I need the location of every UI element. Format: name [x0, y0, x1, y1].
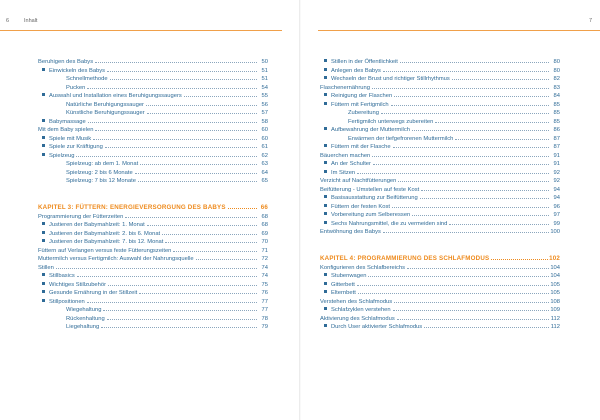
toc-entry-title: Spielzeug — [49, 152, 75, 159]
bullet-icon — [324, 324, 327, 327]
toc-entry-title: Füttern der festen Kost — [331, 203, 390, 210]
dot-leader — [87, 88, 257, 89]
toc-entry-title: Im Sitzen — [331, 169, 356, 176]
bullet-icon — [324, 68, 327, 71]
dot-leader — [435, 122, 549, 123]
bullet-icon — [324, 195, 327, 198]
toc-entry-page: 97 — [553, 212, 560, 218]
toc-entry — [38, 238, 268, 247]
toc-entry-title: Mit dem Baby spielen — [38, 127, 94, 133]
dot-leader — [173, 251, 257, 252]
toc-entry — [38, 315, 268, 324]
dot-leader — [398, 181, 549, 182]
toc-entry-title: Verzicht auf Nachtfütterungen — [320, 178, 397, 184]
dot-leader — [393, 310, 549, 311]
toc-entry-page: 85 — [553, 110, 560, 116]
bullet-icon — [42, 222, 45, 225]
toc-entry-title: Erwärmen der tiefgefrorenen Muttermilch — [348, 135, 454, 142]
toc-entry-page: 112 — [550, 324, 560, 330]
bullet-icon — [42, 282, 45, 285]
toc-entry-page: 87 — [553, 144, 560, 150]
toc-entry-title: Füttern mit der Flasche — [331, 144, 391, 150]
toc-entry-title: Zubereitung — [348, 110, 379, 116]
toc-entry-page: 76 — [261, 290, 268, 296]
toc-entry-title: Schnellmethode — [66, 76, 108, 82]
toc-entry-title: Justieren der Babymahlzeit: 7. bis 12. Monat — [49, 239, 164, 245]
bullet-icon — [324, 290, 327, 293]
toc-entry — [320, 143, 560, 152]
toc-entry — [38, 323, 268, 332]
toc-entry-page: 51 — [261, 67, 268, 74]
toc-entry-title: Programmierung der Fütterzeiten — [38, 213, 124, 220]
toc-entry-title: Füttern mit Fertigmilch — [331, 101, 389, 108]
toc-entry — [320, 177, 560, 186]
toc-entry-title: Bäuerchen machen — [320, 152, 371, 159]
dot-leader — [392, 207, 549, 208]
dot-leader — [412, 130, 549, 131]
toc-entry-title: Vorbereitung zum Selberessen — [331, 212, 411, 218]
toc-entry-title: Pucken — [66, 84, 86, 91]
bullet-icon — [324, 161, 327, 164]
toc-entry-page: 105 — [550, 281, 560, 288]
bullet-icon — [42, 93, 45, 96]
bullet-icon — [324, 307, 327, 310]
dot-leader — [383, 232, 549, 233]
dot-leader — [107, 319, 257, 320]
toc-entry-title: Wichtiges Stillzubehör — [49, 281, 107, 288]
toc-entry — [38, 272, 268, 281]
toc-entry-page: 86 — [553, 127, 560, 133]
toc-entry-page: 50 — [261, 59, 268, 65]
dot-leader — [140, 164, 257, 165]
toc-entry-page: 83 — [553, 84, 560, 91]
toc-entry-title: Entwöhnung des Babys — [320, 229, 381, 235]
section-gap — [320, 237, 560, 254]
dot-leader — [393, 147, 549, 148]
toc-entry-title: Babymassage — [49, 118, 86, 125]
dot-leader — [228, 208, 257, 209]
toc-entry-page: 60 — [261, 127, 268, 133]
toc-entry-page: 51 — [261, 76, 268, 82]
dot-leader — [138, 181, 257, 182]
toc-entry-page: 109 — [550, 307, 560, 313]
dot-leader — [77, 276, 257, 277]
dot-leader — [381, 113, 549, 114]
toc-entry — [38, 143, 268, 152]
toc-entry-page: 79 — [261, 324, 268, 330]
toc-entry — [38, 281, 268, 290]
toc-entry — [320, 220, 560, 229]
toc-entry — [38, 298, 268, 307]
toc-entry-title: Durch User aktivierter Schlafmodus — [331, 324, 423, 330]
toc-entry-page: 54 — [261, 84, 268, 91]
toc-entry-page: 78 — [261, 315, 268, 322]
toc-entry-page: 71 — [261, 247, 268, 254]
header-rule — [318, 30, 600, 31]
toc-entry-title: Stillen in der Öffentlichkeit — [331, 59, 398, 65]
bullet-icon — [324, 170, 327, 173]
toc-entry-title: Sechs Nahrungsmittel, die zu vermeiden sind — [331, 220, 448, 227]
toc-entry-title: Elternbett — [331, 290, 356, 296]
toc-entry-page: 69 — [261, 230, 268, 237]
bullet-icon — [324, 127, 327, 130]
dot-leader — [358, 293, 549, 294]
toc-entry-title: Schlafzyklen verstehen — [331, 307, 391, 313]
toc-entry-title: Füttern auf Verlangen versus feste Fütterungszeiten — [38, 247, 172, 254]
bullet-icon — [42, 144, 45, 147]
dot-leader — [449, 224, 549, 225]
toc-entry — [38, 160, 268, 169]
toc-entry-page: 77 — [261, 298, 268, 305]
bullet-icon — [324, 59, 327, 62]
chapter-heading — [38, 203, 268, 213]
dot-leader — [162, 234, 257, 235]
bullet-icon — [42, 153, 45, 156]
toc-entry-page: 74 — [261, 273, 268, 279]
dot-leader — [394, 302, 549, 303]
bullet-icon — [42, 68, 45, 71]
toc-entry — [38, 75, 268, 84]
toc-entry-title: Reinigung der Flaschen — [331, 93, 393, 99]
page-gutter — [299, 0, 301, 420]
bullet-icon — [324, 282, 327, 285]
toc-entry — [38, 264, 268, 273]
toc-entry-page: 77 — [261, 307, 268, 313]
dot-leader — [110, 79, 257, 80]
toc-entry-page: 102 — [549, 254, 560, 262]
toc-entry-title: Natürliche Beruhigungssauger — [66, 101, 144, 108]
toc-entry-title: Auswahl und Installation eines Beruhigungssaugers — [49, 93, 182, 99]
dot-leader — [391, 105, 549, 106]
dot-leader — [88, 122, 257, 123]
toc-entry — [38, 213, 268, 222]
toc-entry — [320, 272, 560, 281]
bullet-icon — [324, 221, 327, 224]
toc-entry — [320, 289, 560, 298]
toc-entry-title: Gesunde Ernährung in der Stillzeit — [49, 290, 138, 296]
toc-entry-title: Einwickeln des Babys — [49, 67, 106, 74]
toc-entry — [38, 306, 268, 315]
toc-entry-page: 85 — [553, 118, 560, 125]
toc-entry-title: Fertigmilch unterwegs zubereiten — [348, 118, 434, 125]
toc-entry-title: An der Schulter — [331, 161, 371, 167]
toc-entry — [320, 75, 560, 84]
toc-entry-title: Beruhigen des Babys — [38, 59, 94, 65]
dot-leader — [139, 293, 257, 294]
toc-entry-title: Justieren der Babymahlzeit: 2. bis 6. Monat — [49, 230, 161, 237]
toc-entry — [320, 101, 560, 110]
toc-entry — [320, 135, 560, 144]
dot-leader — [407, 268, 549, 269]
toc-entry-page: 68 — [261, 222, 268, 228]
dot-leader — [101, 327, 257, 328]
toc-entry — [38, 109, 268, 118]
toc-entry — [320, 126, 560, 135]
toc-entry — [320, 152, 560, 161]
dot-leader — [184, 96, 257, 97]
bullet-icon — [42, 119, 45, 122]
page-number: 7 — [588, 18, 592, 24]
toc-entry-title: Beifütterung - Umstellen auf feste Kost — [320, 186, 420, 193]
toc-entry-title: Aktivierung des Schlafmodus — [320, 315, 395, 322]
toc-entry — [320, 298, 560, 307]
toc-entry-title: Anlegen des Babys — [331, 67, 381, 74]
toc-entry-title: Wiegehaltung — [66, 307, 102, 313]
toc-entry — [320, 228, 560, 237]
toc-entry — [320, 186, 560, 195]
toc-entry-page: 55 — [261, 93, 268, 99]
toc-entry-title: Künstliche Beruhigungssauger — [66, 110, 145, 116]
toc-entry — [38, 67, 268, 76]
dot-leader — [135, 173, 257, 174]
toc-entry-page: 85 — [553, 101, 560, 108]
page-number: 6 — [6, 18, 10, 24]
toc-entry-page: 92 — [553, 178, 560, 184]
dot-leader — [87, 302, 257, 303]
toc-entry — [320, 323, 560, 332]
bullet-icon — [42, 239, 45, 242]
bullet-icon — [42, 273, 45, 276]
dot-leader — [103, 310, 257, 311]
bullet-icon — [324, 102, 327, 105]
toc-entry-page: 80 — [553, 67, 560, 74]
toc-entry-title: Spiele mit Musik — [49, 135, 92, 142]
toc-entry-title: Stillpositionen — [49, 298, 85, 305]
toc-entry — [38, 101, 268, 110]
toc-entry-page: 65 — [261, 178, 268, 184]
header-rule — [0, 30, 282, 31]
toc-entry-title: KAPITEL 3: FÜTTERN: ENERGIEVERSORGUNG DES BABYS — [38, 203, 226, 211]
toc-entry-page: 104 — [550, 264, 560, 271]
section-gap — [38, 186, 268, 203]
toc-entry-title: Spielzeug: 2 bis 6 Monate — [66, 169, 133, 176]
dot-leader — [357, 173, 549, 174]
toc-entry-page: 96 — [553, 203, 560, 210]
bullet-icon — [324, 273, 327, 276]
dot-leader — [491, 259, 548, 260]
toc-entry — [320, 58, 560, 67]
toc-entry — [38, 289, 268, 298]
toc-entry — [320, 118, 560, 127]
toc-entry-title: Liegehaltung — [66, 324, 100, 330]
toc-entry — [38, 92, 268, 101]
toc-entry-page: 74 — [261, 264, 268, 271]
toc-entry — [320, 67, 560, 76]
toc-entry-title: KAPITEL 4: PROGRAMMIERUNG DES SCHLAFMODUS — [320, 254, 490, 262]
toc-entry-page: 64 — [261, 169, 268, 176]
toc-entry-title: Muttermilch versus Fertigmilch: Auswahl der Nahrungsquelle — [38, 256, 194, 262]
dot-leader — [400, 62, 549, 63]
toc-entry — [38, 221, 268, 230]
toc-entry-page: 80 — [553, 59, 560, 65]
right-page — [300, 0, 600, 420]
toc-entry-page: 94 — [553, 195, 560, 201]
toc-entry-title: Flaschenernährung — [320, 84, 370, 91]
toc-entry-title: Gitterbett — [331, 281, 355, 288]
dot-leader — [95, 62, 257, 63]
bullet-icon — [324, 212, 327, 215]
chapter-heading — [320, 254, 560, 264]
toc-entry-page: 91 — [553, 161, 560, 167]
bullet-icon — [324, 76, 327, 79]
toc-entry — [320, 281, 560, 290]
dot-leader — [421, 190, 549, 191]
dot-leader — [105, 147, 257, 148]
toc-entry-title: Konfigurieren des Schlafbereichs — [320, 264, 406, 271]
toc-entry — [38, 177, 268, 186]
dot-leader — [147, 225, 257, 226]
table-of-contents — [320, 58, 560, 332]
dot-leader — [452, 79, 549, 80]
toc-entry-page: 72 — [261, 256, 268, 262]
toc-entry — [320, 211, 560, 220]
toc-entry-page: 70 — [261, 239, 268, 245]
toc-entry-page: 84 — [553, 93, 560, 99]
toc-entry-title: Wechseln der Brust und richtiger Stillrhythmus — [331, 76, 450, 82]
toc-entry — [38, 247, 268, 256]
toc-entry-page: 100 — [550, 229, 560, 235]
toc-entry-title: Stillbasics — [49, 273, 75, 279]
toc-entry — [38, 169, 268, 178]
toc-entry-page: 60 — [261, 135, 268, 142]
toc-entry-title: Aufbewahrung der Muttermilch — [331, 127, 410, 133]
toc-entry — [38, 255, 268, 264]
toc-entry-title: Stubenwagen — [331, 273, 367, 279]
toc-entry-page: 82 — [553, 76, 560, 82]
dot-leader — [196, 259, 257, 260]
toc-entry-page: 108 — [550, 298, 560, 305]
toc-entry — [320, 194, 560, 203]
dot-leader — [93, 139, 257, 140]
dot-leader — [383, 71, 549, 72]
bullet-icon — [324, 144, 327, 147]
toc-entry-title: Justieren der Babymahlzeit: 1. Monat — [49, 222, 145, 228]
toc-entry-title: Rückenhaltung — [66, 315, 105, 322]
toc-entry — [320, 264, 560, 273]
toc-entry — [320, 160, 560, 169]
dot-leader — [372, 88, 549, 89]
dot-leader — [368, 276, 549, 277]
dot-leader — [394, 96, 549, 97]
toc-entry-page: 56 — [261, 101, 268, 108]
toc-entry-page: 91 — [553, 152, 560, 159]
bullet-icon — [42, 231, 45, 234]
dot-leader — [357, 285, 549, 286]
toc-entry-page: 92 — [553, 169, 560, 176]
toc-entry — [38, 84, 268, 93]
dot-leader — [455, 139, 549, 140]
toc-entry-page: 112 — [550, 315, 560, 322]
toc-entry-title: Verstehen des Schlafmodus — [320, 298, 393, 305]
toc-entry-page: 68 — [261, 213, 268, 220]
toc-entry — [38, 152, 268, 161]
toc-entry — [38, 126, 268, 135]
toc-entry-page: 75 — [261, 281, 268, 288]
toc-entry — [38, 118, 268, 127]
toc-entry-title: Spielzeug: ab dem 1. Monat — [66, 161, 139, 167]
dot-leader — [146, 105, 257, 106]
bullet-icon — [42, 136, 45, 139]
toc-entry — [320, 203, 560, 212]
dot-leader — [76, 156, 257, 157]
bullet-icon — [324, 204, 327, 207]
dot-leader — [424, 327, 549, 328]
toc-entry-title: Spiele zur Kräftigung — [49, 144, 103, 150]
dot-leader — [373, 164, 549, 165]
toc-entry — [320, 169, 560, 178]
toc-entry — [38, 135, 268, 144]
toc-entry-page: 87 — [553, 135, 560, 142]
toc-entry-page: 66 — [260, 203, 268, 211]
bullet-icon — [42, 299, 45, 302]
toc-entry-page: 99 — [553, 220, 560, 227]
toc-entry — [38, 230, 268, 239]
dot-leader — [147, 113, 257, 114]
dot-leader — [165, 242, 257, 243]
toc-entry — [320, 92, 560, 101]
dot-leader — [372, 156, 549, 157]
toc-entry — [320, 84, 560, 93]
toc-entry — [38, 58, 268, 67]
dot-leader — [125, 217, 257, 218]
dot-leader — [56, 268, 257, 269]
running-header: Inhalt — [24, 18, 38, 24]
table-of-contents — [38, 58, 268, 332]
dot-leader — [412, 215, 549, 216]
toc-entry-title: Basisausstattung zur Beifütterung — [331, 195, 418, 201]
toc-entry — [320, 109, 560, 118]
dot-leader — [107, 71, 257, 72]
dot-leader — [397, 319, 549, 320]
toc-entry-page: 105 — [550, 290, 560, 296]
dot-leader — [420, 198, 549, 199]
toc-entry-page: 58 — [261, 118, 268, 125]
dot-leader — [108, 285, 257, 286]
toc-entry-page: 63 — [261, 161, 268, 167]
toc-entry-page: 57 — [261, 110, 268, 116]
toc-entry-title: Stillen — [38, 264, 54, 271]
toc-entry — [320, 315, 560, 324]
toc-entry-title: Spielzeug: 7 bis 12 Monate — [66, 178, 136, 184]
toc-entry — [320, 306, 560, 315]
toc-entry-page: 94 — [553, 186, 560, 193]
bullet-icon — [324, 93, 327, 96]
toc-entry-page: 104 — [550, 273, 560, 279]
dot-leader — [95, 130, 257, 131]
toc-entry-page: 61 — [261, 144, 268, 150]
bullet-icon — [42, 290, 45, 293]
toc-entry-page: 62 — [261, 152, 268, 159]
